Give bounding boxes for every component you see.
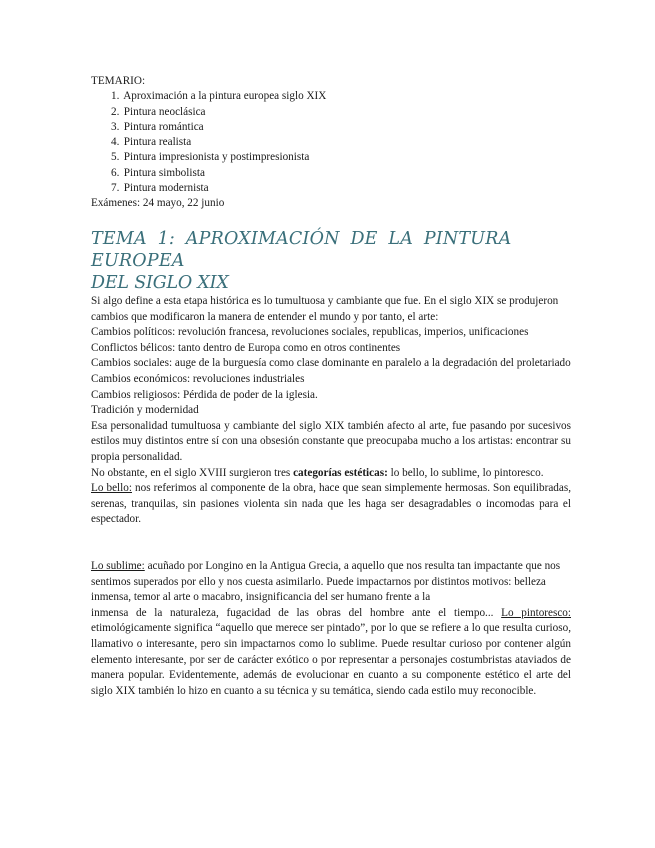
syllabus-item (91, 181, 571, 196)
item-number: 4. (111, 136, 120, 149)
syllabus-item (91, 166, 571, 181)
syllabus-item (91, 135, 571, 150)
bello-label: Lo bello: (91, 482, 132, 495)
item-number: 1. (111, 90, 120, 103)
intro-paragraph: Si algo define a esta etapa histórica es lo tumultuosa y cambiante que fue. En el siglo XIX se produjeron cambios que modificaron la manera de entender el mundo y por tanto, el arte: (91, 295, 559, 323)
pintoresco-text: etimológicamente significa “aquello que merece ser pintado”, por lo que se refiere a lo que resulta curioso, llamativo o interesante, pero sin impactarnos como lo sublime. Puede resultar curioso por contener algún elemento interesante, por ser de carácter exótico o por representar a personajes costumbristas ataviados de manera popular. Evidentemente, además de evolucionar en cuanto a su componente estético el arte del siglo XIX también lo hizo en cuanto a su técnica y su temática, siendo cada estilo muy reconocible. (91, 622, 571, 697)
item-number: 3. (111, 120, 120, 133)
syllabus (91, 74, 571, 212)
change-item: Cambios sociales: auge de la burguesía como clase dominante en paralelo a la degradación del proletariado (91, 357, 571, 370)
pintoresco-paragraph (91, 606, 571, 700)
item-text: Aproximación a la pintura europea siglo XIX (123, 90, 327, 103)
syllabus-label: TEMARIO: (91, 75, 146, 87)
item-text: Pintura simbolista (123, 166, 205, 179)
item-text: Pintura modernista (123, 182, 209, 195)
syllabus-item (91, 89, 571, 104)
categories-text: No obstante, en el siglo XVIII surgieron tres (91, 466, 294, 479)
item-text: Pintura realista (123, 136, 192, 149)
exam-dates: Exámenes: 24 mayo, 22 junio (91, 197, 225, 210)
change-item: Tradición y modernidad (91, 404, 199, 417)
categories-bold: categorías estéticas: (293, 466, 388, 479)
item-number: 7. (111, 182, 120, 195)
heading-line-2: DEL SIGLO XIX (91, 273, 229, 293)
item-number: 5. (111, 151, 120, 164)
pintoresco-label: Lo pintoresco: (501, 606, 571, 619)
bello-paragraph (91, 481, 571, 528)
item-number: 6. (111, 166, 120, 179)
item-text: Pintura impresionista y postimpresionista (123, 151, 310, 164)
bello-text: nos referimos al componente de la obra, hace que sean simplemente hermosas. Son equilibradas, serenas, tranquilas, sin pasiones violenta sin nada que les haga ser desagradables o incomodas para el espectador. (91, 482, 572, 526)
change-item: Conflictos bélicos: tanto dentro de Europa como en otros continentes (91, 341, 401, 354)
change-item: Cambios políticos: revolución francesa, revoluciones sociales, republicas, imperios, unificaciones (91, 326, 529, 339)
sublime-paragraph (91, 559, 571, 606)
heading-line-1: TEMA 1: APROXIMACIÓN DE LA PINTURA EUROPEA (91, 229, 512, 271)
item-number: 2. (111, 105, 120, 118)
categories-list: lo bello, lo sublime, lo pintoresco. (387, 466, 544, 479)
syllabus-item (91, 150, 571, 165)
sublime-text-cont: inmensa de la naturaleza, fugacidad de las obras del hombre ante el tiempo... (91, 606, 502, 619)
chapter-heading (91, 228, 551, 294)
syllabus-item (91, 105, 571, 120)
categories-paragraph (91, 466, 571, 482)
syllabus-item (91, 120, 571, 135)
item-text: Pintura romántica (123, 120, 204, 133)
item-text: Pintura neoclásica (123, 105, 206, 118)
personality-paragraph: Esa personalidad tumultuosa y cambiante del siglo XIX también afecto al arte, fue pasando por sucesivos estilos muy distintos entre sí con una obsesión constante que preocupaba mucho a los artistas: encontrar su propia personalidad. (91, 419, 571, 463)
change-item: Cambios religiosos: Pérdida de poder de la iglesia. (91, 388, 318, 401)
sublime-text: acuñado por Longino en la Antigua Grecia, a aquello que nos resulta tan impactante que nos sentimos superados por ello y nos cuesta asimilarlo. Puede impactarnos por distintos motivos: belleza inmensa, temor al arte o macabro, insignificancia del ser humano frente a la (91, 560, 561, 604)
body-text (91, 294, 571, 699)
change-item: Cambios económicos: revoluciones industriales (91, 372, 305, 385)
sublime-label: Lo sublime: (91, 560, 145, 573)
syllabus-list (91, 89, 571, 196)
